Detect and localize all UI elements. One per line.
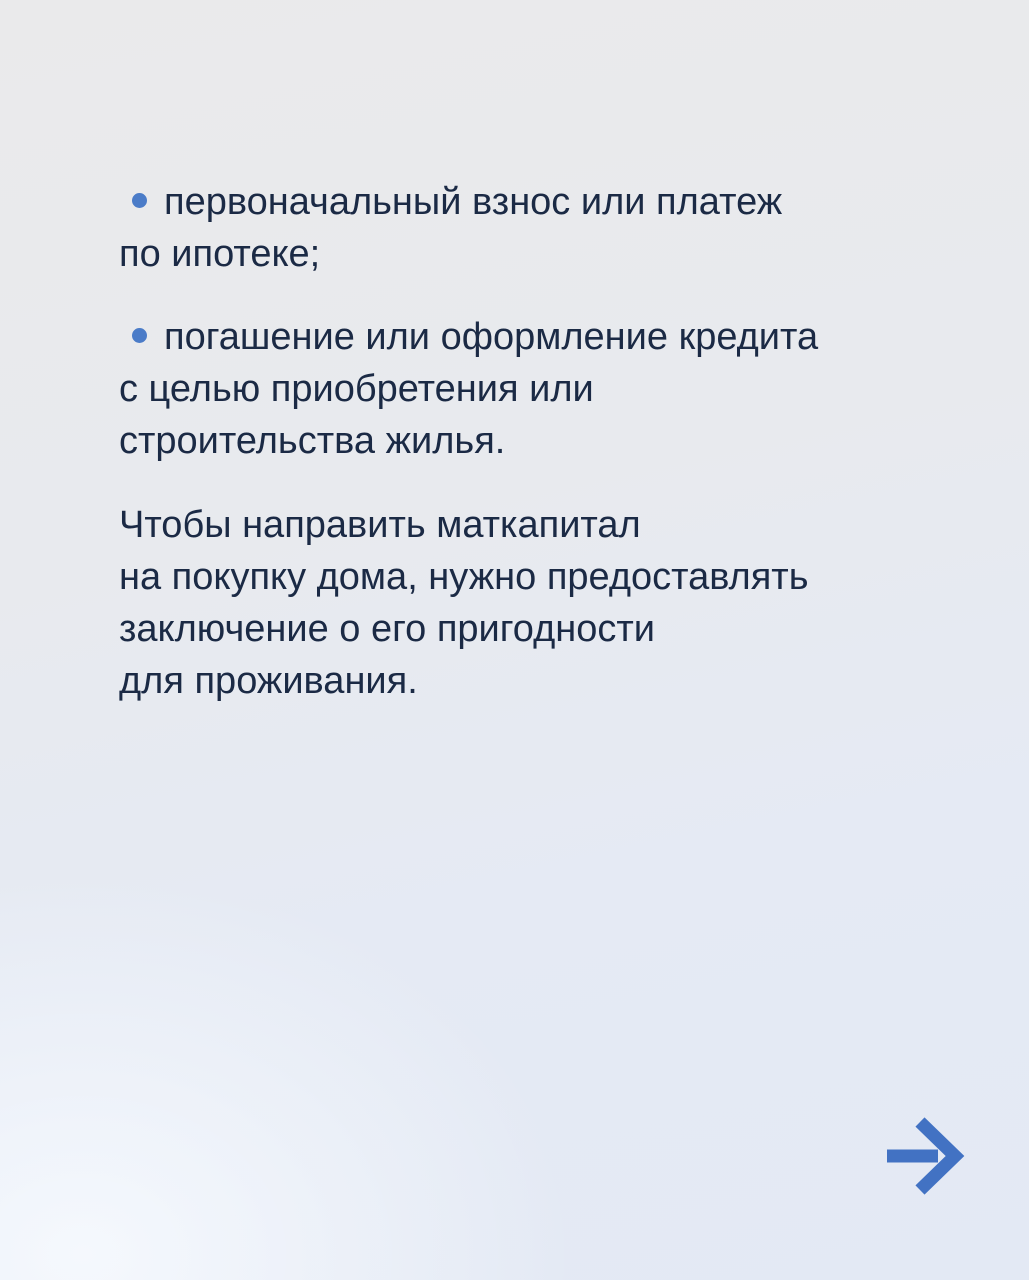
next-arrow-button[interactable]	[884, 1116, 968, 1196]
arrow-right-icon	[884, 1116, 968, 1196]
paragraph-line: Чтобы направить маткапитал	[119, 504, 641, 546]
bullet-icon	[132, 328, 147, 343]
bullet-text: первоначальный взнос или платеж	[164, 181, 783, 223]
bullet-line	[119, 311, 959, 363]
paragraph-line: заключение о его пригодности	[119, 608, 656, 650]
bullet-text: погашение или оформление кредита	[164, 316, 819, 358]
paragraph-line: на покупку дома, нужно предоставлять	[119, 556, 809, 598]
paragraph-line: для проживания.	[119, 660, 418, 702]
bullet-icon	[132, 193, 147, 208]
bullet-text: с целью приобретения или	[119, 368, 594, 410]
bullet-text: строительства жилья.	[119, 420, 506, 462]
bullet-text: по ипотеке;	[119, 233, 321, 275]
paragraph	[119, 499, 959, 707]
list-item	[119, 311, 959, 467]
list-item	[119, 176, 959, 280]
card-body	[119, 176, 959, 707]
bullet-line	[119, 176, 959, 228]
